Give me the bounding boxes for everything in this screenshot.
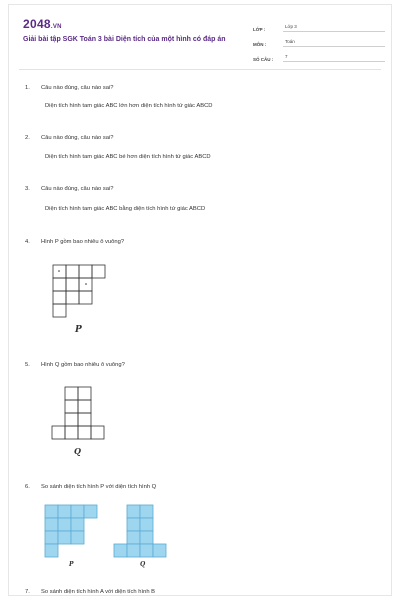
question-number: 2. [25, 135, 30, 141]
meta-value: Toán [283, 39, 385, 47]
question-2-statement: Diện tích hình tam giác ABC bé hơn diện tích hình tứ giác ABCD [45, 154, 211, 160]
question-text: Câu nào đúng, câu nào sai? [41, 135, 114, 141]
meta-value: 7 [283, 54, 385, 62]
figure-q-grid [49, 385, 119, 445]
meta-row-count [253, 49, 385, 62]
logo-suffix: .VN [50, 24, 62, 30]
question-number: 3. [25, 186, 30, 192]
question-7 [25, 589, 375, 595]
figure-p-shaded [43, 503, 113, 563]
question-number: 4. [25, 239, 30, 245]
question-text: So sánh diện tích hình P với diện tích hình Q [41, 484, 157, 490]
question-3 [25, 186, 375, 192]
question-number: 5. [25, 362, 30, 368]
question-text: Câu nào đúng, câu nào sai? [41, 186, 114, 192]
figure-q-small-label: Q [140, 561, 146, 568]
worksheet-page [8, 4, 392, 596]
site-logo[interactable] [23, 17, 62, 31]
question-text: Câu nào đúng, câu nào sai? [41, 85, 114, 91]
question-number: 6. [25, 484, 30, 490]
question-4 [25, 239, 375, 245]
question-5 [25, 362, 375, 368]
meta-key: MÔN : [253, 42, 267, 47]
document-title: Giải bài tập SGK Toán 3 bài Diện tích của một hình có đáp án [23, 36, 226, 43]
meta-panel [253, 19, 385, 64]
question-text: So sánh diện tích hình A với diện tích hình B [41, 589, 156, 595]
question-1 [25, 85, 375, 91]
figure-q-shaded [111, 503, 181, 563]
meta-row-subject [253, 34, 385, 47]
question-6 [25, 484, 375, 490]
meta-key: SỐ CÂU : [253, 57, 274, 62]
figure-q-label: Q [74, 446, 81, 456]
question-3-statement: Diện tích hình tam giác ABC bằng diện tích hình tứ giác ABCD [45, 206, 206, 212]
figure-p-grid [51, 263, 121, 353]
question-number: 7. [25, 589, 30, 595]
meta-value: Lớp 3 [283, 24, 385, 32]
header-divider [19, 69, 381, 70]
question-text: Hình P gồm bao nhiêu ô vuông? [41, 239, 125, 245]
figure-p-small-label: P [69, 561, 74, 568]
question-text: Hình Q gồm bao nhiêu ô vuông? [41, 362, 125, 368]
meta-row-grade [253, 19, 385, 32]
logo-text: 2048 [23, 17, 51, 31]
question-number: 1. [25, 85, 30, 91]
question-2 [25, 135, 375, 141]
figure-p-label: P [75, 325, 82, 335]
question-1-statement: Diện tích hình tam giác ABC lớn hơn diện tích hình tứ giác ABCD [45, 103, 213, 109]
meta-key: LỚP : [253, 27, 266, 32]
